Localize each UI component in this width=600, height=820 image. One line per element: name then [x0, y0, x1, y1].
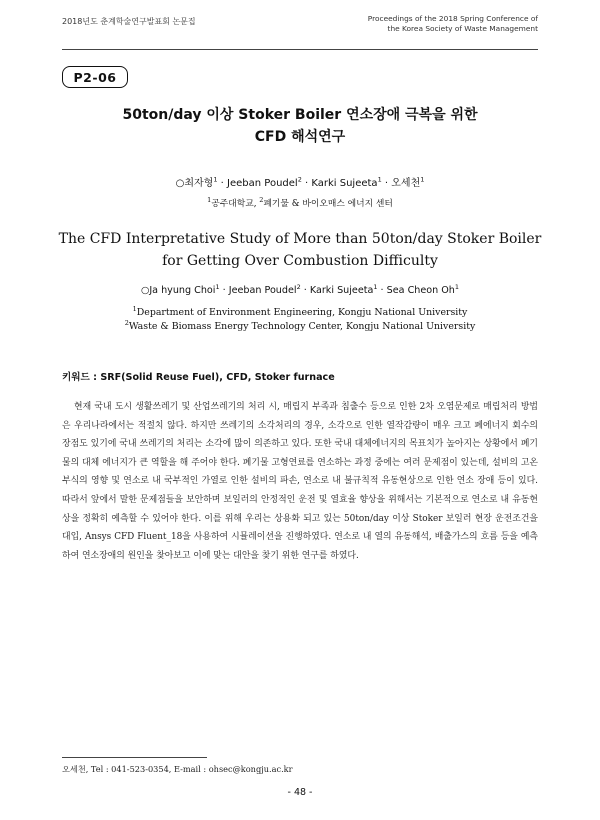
korean-title-line2: CFD 해석연구	[254, 129, 346, 145]
abstract-body: 현재 국내 도시 생활쓰레기 및 산업쓰레기의 처리 시, 매립지 부족과 침출수 등으로 인한 2차 오염문제로 매립처리 방법은 우리나라에서는 적절치 않다. 하지만 쓰레기의 소각처리의 경우, 소각으로 인한 열작감량이 매우 크고 폐에너지 회수의 장점도 있기에 국내 쓰레기의 처리는 소각에 많이 의존하고 있다. 또한 국내 대체에너지의 목표치가 높아지는 상황에서 폐기물의 대체 에너지가 큰 역할을 해 주어야 한다. 폐기물 고형연료를 연소하는 과정 중에는 여러 문제점이 있는데, 설비의 고온 부식의 영향 및 연소로 내 국부적인 가열로 인한 설비의 파손, 연소로 내 불규칙적 유동현상으로 인한 연소 장애 등이 있다. 따라서 앞에서 말한 문제점들을 보안하며 보일러의 안정적인 운전 및 열효율 향상을 위해서는 기본적으로 연소로 내 유동현상을 정확히 예측할 수 있어야 한다. 이를 위해 우리는 상용화 되고 있는 50ton/day 이상 Stoker 보일러 현장 운전조건을 대입, Ansys CFD Fluent_18을 사용하여 시뮬레이션을 진행하였다. 연소로 내 열의 유동해석, 배출가스의 흐름 등을 예측하여 연소장애의 원인을 찾아보고 이에 맞는 대안을 찾기 위한 연구를 하였다.	[62, 402, 538, 561]
author-name: Sea Cheon Oh	[386, 285, 455, 296]
author-affil-mark: 1	[420, 175, 425, 184]
author-separator: ·	[301, 178, 312, 189]
korean-authors	[0, 174, 600, 189]
footnote-divider	[62, 757, 207, 758]
affiliation-line	[0, 320, 600, 334]
affiliation: 폐기물 & 바이오매스 에너지 센터	[263, 199, 393, 209]
author-name: Jeeban Poudel	[227, 178, 298, 189]
korean-affiliations	[0, 196, 600, 209]
paper-code-badge: P2-06	[62, 66, 128, 88]
header-divider	[62, 49, 538, 50]
affiliation: 공주대학교,	[211, 199, 260, 209]
corresponding-author-footnote: 오세천, Tel : 041-523-0354, E-mail : ohsec@kongju.ac.kr	[62, 764, 293, 774]
running-header-english-line1: Proceedings of the 2018 Spring Conference of	[367, 14, 538, 23]
running-header-english-line2: the Korea Society of Waste Management	[387, 24, 538, 33]
author-affil-mark: 2	[297, 175, 302, 184]
author-separator: ·	[219, 285, 229, 296]
author-name: Karki Sujeeta	[309, 285, 374, 296]
affil-mark: 2	[124, 318, 129, 327]
english-authors	[0, 282, 600, 296]
author-affil-mark: 1	[213, 175, 218, 184]
korean-title-line1: 50ton/day 이상 Stoker Boiler 연소장애 극복을 위한	[122, 107, 478, 123]
author-separator: ·	[377, 285, 387, 296]
author-name: Karki Sujeeta	[311, 178, 378, 189]
affiliation-line	[0, 306, 600, 320]
english-title-line1: The CFD Interpretative Study of More than 50ton/day Stoker Boiler	[58, 231, 542, 247]
affil-mark: 1	[132, 304, 137, 313]
korean-title	[0, 104, 600, 148]
author-affil-mark: 1	[377, 175, 382, 184]
author-name: Jeeban Poudel	[228, 285, 297, 296]
author-affil-mark: 1	[215, 282, 220, 291]
affil-mark: 2	[259, 196, 264, 205]
author-affil-mark: 2	[296, 282, 301, 291]
affil-mark: 1	[207, 196, 212, 205]
keywords: 키워드 : SRF(Solid Reuse Fuel), CFD, Stoker furnace	[62, 372, 335, 383]
affiliation: Waste & Biomass Energy Technology Center, Kongju National University	[128, 321, 476, 332]
author-name: ○최자형	[175, 178, 214, 189]
author-name: 오세천	[391, 178, 421, 189]
english-title	[0, 228, 600, 272]
author-separator: ·	[381, 178, 392, 189]
running-header-english	[368, 14, 538, 34]
author-separator: ·	[300, 285, 310, 296]
affiliation: Department of Environment Engineering, Kongju National University	[136, 307, 468, 318]
page-number: - 48 -	[287, 787, 313, 798]
author-affil-mark: 1	[373, 282, 378, 291]
english-title-line2: for Getting Over Combustion Difficulty	[162, 253, 438, 269]
author-name: ○Ja hyung Choi	[140, 285, 216, 296]
author-affil-mark: 1	[454, 282, 460, 291]
author-separator: ·	[217, 178, 228, 189]
running-header-korean: 2018년도 춘계학술연구발표회 논문집	[62, 17, 196, 26]
english-affiliations	[0, 306, 600, 334]
